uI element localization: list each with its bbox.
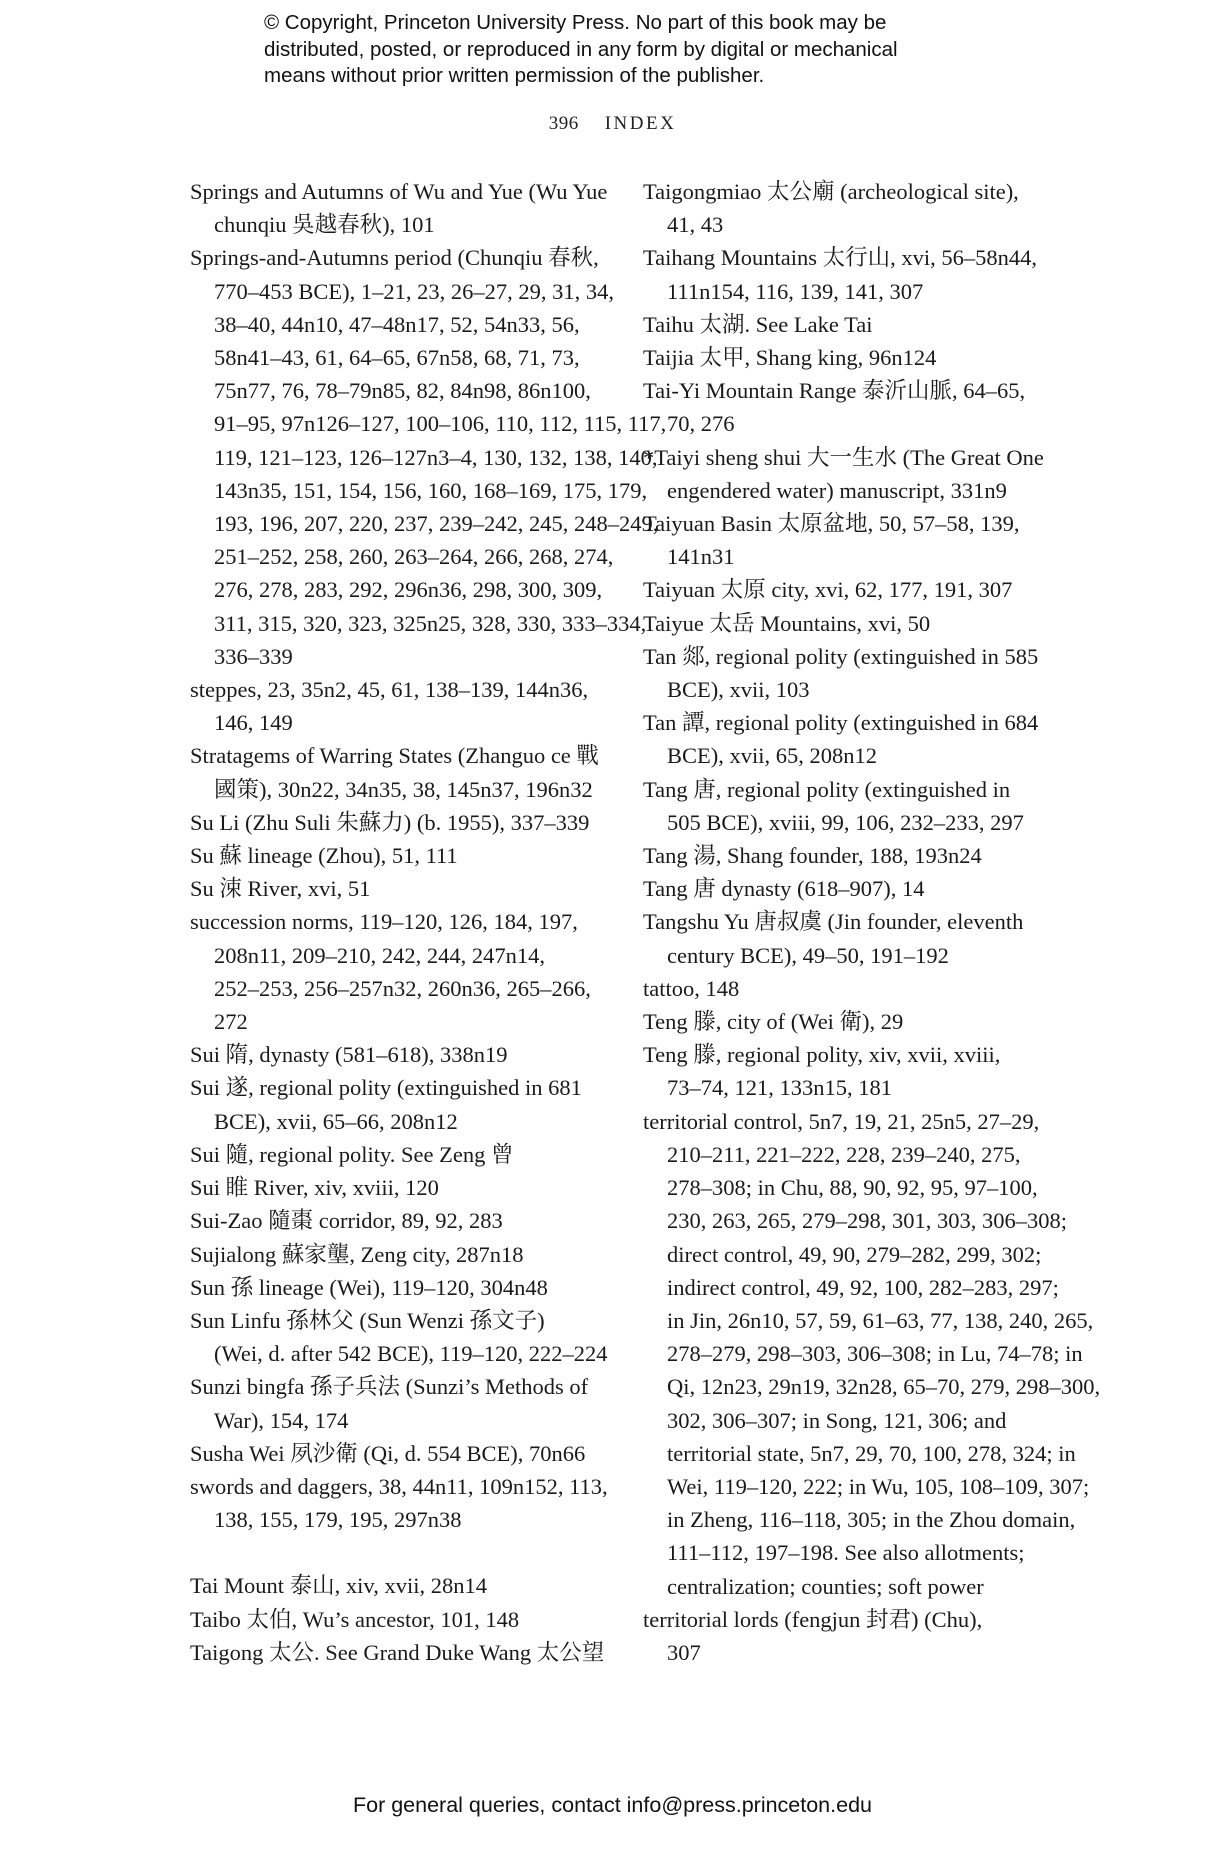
index-entry-line: centralization; counties; soft power xyxy=(667,1573,984,1599)
index-entry-line: 252–253, 256–257n32, 260n36, 265–266, xyxy=(214,975,591,1001)
index-entry-line: 210–211, 221–222, 228, 239–240, 275, xyxy=(667,1141,1021,1167)
index-entry-line: 91–95, 97n126–127, 100–106, 110, 112, 115, 117, xyxy=(214,411,667,437)
index-entry xyxy=(643,573,1063,606)
index-entry xyxy=(190,1603,620,1636)
index-entry-line: Sui 遂, regional polity (extinguished in 681 xyxy=(190,1075,582,1101)
index-entry-line: Taigong 太公. See Grand Duke Wang 太公望 xyxy=(190,1639,605,1665)
index-entry xyxy=(190,1304,620,1370)
index-entry-line: engendered water) manuscript, 331n9 xyxy=(667,477,1007,503)
index-entry xyxy=(643,441,1063,507)
running-head xyxy=(0,113,1225,135)
index-entry xyxy=(643,607,1063,640)
index-entry-line: territorial control, 5n7, 19, 21, 25n5, 27–29, xyxy=(643,1108,1040,1134)
index-entry xyxy=(190,1204,620,1237)
index-entry xyxy=(643,1005,1063,1038)
index-entry-line: 143n35, 151, 154, 156, 160, 168–169, 175, 179, xyxy=(214,477,648,503)
index-entry-line: Tai-Yi Mountain Range 泰沂山脈, 64–65, xyxy=(643,378,1026,404)
index-entry-line: Taiyuan Basin 太原盆地, 50, 57–58, 139, xyxy=(643,511,1020,537)
index-entry-line: Taihang Mountains 太行山, xvi, 56–58n44, xyxy=(643,245,1038,271)
index-entry xyxy=(190,1569,620,1602)
index-entry xyxy=(190,806,620,839)
index-entry-line: Taigongmiao 太公廟 (archeological site), xyxy=(643,179,1019,204)
index-entry-line: 302, 306–307; in Song, 121, 306; and xyxy=(667,1407,1007,1433)
index-column-left xyxy=(190,175,667,1669)
index-entry-line: chunqiu 吳越春秋), 101 xyxy=(214,212,435,238)
copyright-line: © Copyright, Princeton University Press. No part of this book may be xyxy=(264,11,887,34)
index-entry-line: steppes, 23, 35n2, 45, 61, 138–139, 144n36, xyxy=(190,677,589,703)
index-entry-line: swords and daggers, 38, 44n11, 109n152, 113, xyxy=(190,1473,608,1499)
index-entry-line: Su 蘇 lineage (Zhou), 51, 111 xyxy=(190,843,458,869)
index-entry-line: Sui 隨, regional polity. See Zeng 曾 xyxy=(190,1141,514,1167)
index-entry xyxy=(190,1238,620,1271)
copyright-line: means without prior written permission of the publisher. xyxy=(264,64,765,87)
index-entry xyxy=(643,1038,1063,1104)
index-entry-line: direct control, 49, 90, 279–282, 299, 302; xyxy=(667,1241,1042,1267)
index-entry-line: Sun 孫 lineage (Wei), 119–120, 304n48 xyxy=(190,1274,548,1300)
index-entry xyxy=(643,872,1063,905)
index-entry-line: 41, 43 xyxy=(667,212,724,238)
index-entry-line: Taibo 太伯, Wu’s ancestor, 101, 148 xyxy=(190,1606,520,1632)
index-entry xyxy=(643,175,1063,241)
index-column-right xyxy=(643,175,1101,1669)
index-entry-line: 138, 155, 179, 195, 297n38 xyxy=(214,1507,462,1533)
index-entry-line: Springs and Autumns of Wu and Yue (Wu Yue xyxy=(190,179,608,204)
index-entry-line: Sui 隋, dynasty (581–618), 338n19 xyxy=(190,1042,508,1068)
index-entry-line: 336–339 xyxy=(214,643,293,669)
index-entry xyxy=(190,739,620,805)
index-entry-line: Tan 譚, regional polity (extinguished in 684 xyxy=(643,710,1039,736)
index-entry xyxy=(190,1138,620,1171)
index-entry-line: Teng 滕, regional polity, xiv, xvii, xviii, xyxy=(643,1042,1001,1068)
index-entry-line: 193, 196, 207, 220, 237, 239–242, 245, 248–249, xyxy=(214,511,659,537)
index-entry-line: War), 154, 174 xyxy=(214,1407,349,1433)
index-entry xyxy=(190,175,620,241)
index-entry-line: Qi, 12n23, 29n19, 32n28, 65–70, 279, 298–300, xyxy=(667,1374,1101,1400)
index-entry-line: 111n154, 116, 139, 141, 307 xyxy=(667,278,924,304)
index-entry xyxy=(643,706,1063,772)
index-entry xyxy=(643,308,1063,341)
index-entry-line: 307 xyxy=(667,1639,701,1665)
index-entry-line: Taihu 太湖. See Lake Tai xyxy=(643,311,873,337)
index-entry-line: BCE), xvii, 65, 208n12 xyxy=(667,743,878,769)
index-entry-line: *Taiyi sheng shui 大一生水 (The Great One xyxy=(643,444,1044,470)
index-entry-line: BCE), xvii, 65–66, 208n12 xyxy=(214,1108,458,1134)
index-entry xyxy=(643,374,1063,440)
index-entry-line: Teng 滕, city of (Wei 衛), 29 xyxy=(643,1009,904,1035)
index-entry xyxy=(190,241,667,673)
index-entry-line: 251–252, 258, 260, 263–264, 266, 268, 274, xyxy=(214,544,614,570)
index-entry-line: century BCE), 49–50, 191–192 xyxy=(667,942,949,968)
index-entry xyxy=(643,905,1063,971)
index-entry-line: 278–308; in Chu, 88, 90, 92, 95, 97–100, xyxy=(667,1175,1038,1201)
index-entry-line: Tang 湯, Shang founder, 188, 193n24 xyxy=(643,843,982,869)
index-entry xyxy=(643,773,1063,839)
index-entry xyxy=(643,839,1063,872)
index-entry-line: tattoo, 148 xyxy=(643,975,740,1001)
index-entry-line: Sujialong 蘇家壟, Zeng city, 287n18 xyxy=(190,1241,524,1267)
copyright-line: distributed, posted, or reproduced in any form by digital or mechanical xyxy=(264,37,898,61)
index-entry xyxy=(190,1636,620,1669)
index-entry-line: 119, 121–123, 126–127n3–4, 130, 132, 138, 140, xyxy=(214,444,658,470)
index-entry-line: in Zheng, 116–118, 305; in the Zhou domain, xyxy=(667,1507,1076,1533)
index-entry-line: Susha Wei 夙沙衛 (Qi, d. 554 BCE), 70n66 xyxy=(190,1440,586,1466)
index-entry-line: Tang 唐 dynasty (618–907), 14 xyxy=(643,876,925,902)
index-entry-line: 75n77, 76, 78–79n85, 82, 84n98, 86n100, xyxy=(214,378,591,404)
index-entry xyxy=(643,640,1063,706)
index-entry-line: 505 BCE), xviii, 99, 106, 232–233, 297 xyxy=(667,809,1024,835)
index-entry-line: 38–40, 44n10, 47–48n17, 52, 54n33, 56, xyxy=(214,311,580,337)
index-entry xyxy=(190,1437,620,1470)
page-number: 396 xyxy=(548,113,579,134)
index-entry-line: 141n31 xyxy=(667,544,735,570)
index-entry-line: Tan 郯, regional polity (extinguished in 585 xyxy=(643,643,1039,669)
index-entry-line: Su Li (Zhu Suli 朱蘇力) (b. 1955), 337–339 xyxy=(190,809,590,835)
index-entry xyxy=(643,1105,1101,1603)
index-entry xyxy=(643,507,1063,573)
index-entry-line: Tang 唐, regional polity (extinguished in xyxy=(643,776,1011,802)
index-entry xyxy=(643,241,1063,307)
index-entry-line: BCE), xvii, 103 xyxy=(667,677,810,703)
index-entry-line: Taiyue 太岳 Mountains, xvi, 50 xyxy=(643,610,931,636)
index-entry-line: territorial state, 5n7, 29, 70, 100, 278, 324; in xyxy=(667,1440,1076,1466)
index-entry-line: Wei, 119–120, 222; in Wu, 105, 108–109, 307; xyxy=(667,1473,1090,1499)
index-entry-line: 146, 149 xyxy=(214,710,293,736)
index-entry-line: Tangshu Yu 唐叔虞 (Jin founder, eleventh xyxy=(643,909,1024,935)
index-entry xyxy=(190,1370,620,1436)
index-entry xyxy=(643,972,1063,1005)
index-entry-line: Sunzi bingfa 孫子兵法 (Sunzi’s Methods of xyxy=(190,1374,589,1400)
index-entry-line: 770–453 BCE), 1–21, 23, 26–27, 29, 31, 34, xyxy=(214,278,615,304)
index-entry-line: (Wei, d. after 542 BCE), 119–120, 222–224 xyxy=(214,1341,608,1367)
index-entry-line: Sui 睢 River, xiv, xviii, 120 xyxy=(190,1175,439,1201)
index-entry-line: Taiyuan 太原 city, xvi, 62, 177, 191, 307 xyxy=(643,577,1013,603)
index-entry-line: succession norms, 119–120, 126, 184, 197, xyxy=(190,909,578,935)
index-entry-line: 272 xyxy=(214,1009,248,1035)
index-entry-line: 70, 276 xyxy=(667,411,735,437)
index-entry-line: 58n41–43, 61, 64–65, 67n58, 68, 71, 73, xyxy=(214,345,580,371)
index-entry xyxy=(190,1271,620,1304)
index-entry-line: Stratagems of Warring States (Zhanguo ce 戰 xyxy=(190,743,599,769)
index-entry-line: Taijia 太甲, Shang king, 96n124 xyxy=(643,345,937,371)
index-entry xyxy=(190,1038,620,1071)
section-title: INDEX xyxy=(604,113,677,134)
footer-contact: For general queries, contact info@press.princeton.edu xyxy=(352,1793,872,1817)
index-entry xyxy=(190,839,620,872)
index-entry-line: Sun Linfu 孫林父 (Sun Wenzi 孫文子) xyxy=(190,1307,545,1333)
index-entry-line: 230, 263, 265, 279–298, 301, 303, 306–308; xyxy=(667,1208,1068,1234)
index-entry-line: 278–279, 298–303, 306–308; in Lu, 74–78; in xyxy=(667,1341,1083,1367)
index-entry xyxy=(190,1470,620,1536)
index-entry-line: 208n11, 209–210, 242, 244, 247n14, xyxy=(214,942,546,968)
index-entry xyxy=(190,673,620,739)
index-entry-line: territorial lords (fengjun 封君) (Chu), xyxy=(643,1606,983,1632)
index-entry xyxy=(190,1171,620,1204)
index-entry xyxy=(643,1603,1063,1669)
index-entry-line: 國策), 30n22, 34n35, 38, 145n37, 196n32 xyxy=(214,776,593,802)
index-entry-line: 276, 278, 283, 292, 296n36, 298, 300, 309, xyxy=(214,577,603,603)
index-entry-line: Sui-Zao 隨棗 corridor, 89, 92, 283 xyxy=(190,1208,503,1234)
copyright-notice xyxy=(264,10,1024,90)
index-entry-line: 111–112, 197–198. See also allotments; xyxy=(667,1540,1025,1566)
index-entry xyxy=(190,1071,620,1137)
index-entry-line: 73–74, 121, 133n15, 181 xyxy=(667,1075,892,1101)
index-entry-line: Springs-and-Autumns period (Chunqiu 春秋, xyxy=(190,245,599,271)
index-entry xyxy=(190,872,620,905)
index-entry-line: Tai Mount 泰山, xiv, xvii, 28n14 xyxy=(190,1573,487,1599)
index-entry-line: 311, 315, 320, 323, 325n25, 328, 330, 333–334, xyxy=(214,610,647,636)
index-entry xyxy=(190,905,620,1038)
index-entry-line: in Jin, 26n10, 57, 59, 61–63, 77, 138, 240, 265, xyxy=(667,1307,1094,1333)
index-entry-line: Su 涑 River, xvi, 51 xyxy=(190,876,371,902)
index-entry-line: indirect control, 49, 92, 100, 282–283, 297; xyxy=(667,1274,1059,1300)
index-entry xyxy=(643,341,1063,374)
